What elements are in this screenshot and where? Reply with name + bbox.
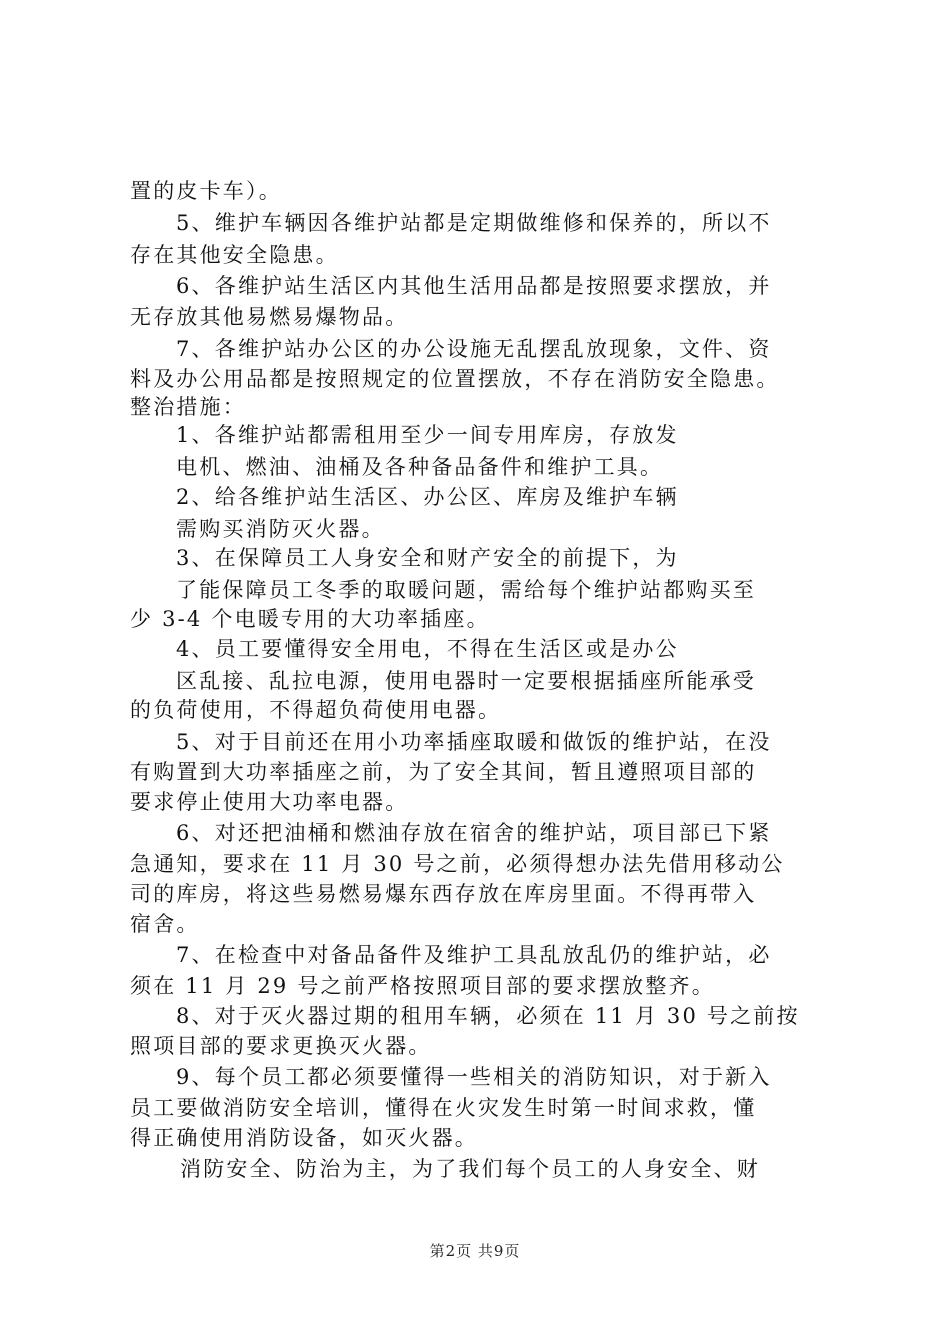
text-line: 要求停止使用大功率电器。 bbox=[130, 790, 409, 814]
text-line: 料及办公用品都是按照规定的位置摆放，不存在消防安全隐患。 bbox=[130, 367, 780, 391]
text-line: 电机、燃油、油桶及各种备品备件和维护工具。 bbox=[176, 455, 664, 479]
text-line: 3、在保障员工人身安全和财产安全的前提下，为 bbox=[176, 546, 679, 570]
text-line: 6、各维护站生活区内其他生活用品都是按照要求摆放，并 bbox=[176, 274, 772, 298]
text-line: 消防安全、防治为主，为了我们每个员工的人身安全、财 bbox=[180, 1157, 760, 1181]
text-line: 宿舍。 bbox=[130, 912, 200, 936]
text-line: 5、维护车辆因各维护站都是定期做维修和保养的，所以不 bbox=[176, 211, 772, 235]
text-line: 置的皮卡车）。 bbox=[130, 179, 282, 203]
text-line: 2、给各维护站生活区、办公区、库房及维护车辆 bbox=[176, 485, 679, 509]
text-line: 7、各维护站办公区的办公设施无乱摆乱放现象，文件、资 bbox=[176, 337, 772, 361]
text-line: 照项目部的要求更换灭火器。 bbox=[130, 1034, 432, 1058]
text-line: 少 3-4 个电暖专用的大功率插座。 bbox=[130, 607, 490, 631]
text-line: 1、各维护站都需租用至少一间专用库房，存放发 bbox=[176, 423, 679, 447]
text-line: 5、对于目前还在用小功率插座取暖和做饭的维护站，在没 bbox=[176, 730, 772, 754]
text-line: 了能保障员工冬季的取暖问题，需给每个维护站都购买至 bbox=[176, 578, 756, 602]
text-line: 急通知，要求在 11 月 30 号之前，必须得想办法先借用移动公 bbox=[130, 852, 785, 876]
text-line: 4、员工要懂得安全用电，不得在生活区或是办公 bbox=[176, 637, 679, 661]
text-line: 8、对于灭火器过期的租用车辆，必须在 11 月 30 号之前按 bbox=[176, 1004, 800, 1028]
text-line: 须在 11 月 29 号之前严格按照项目部的要求摆放整齐。 bbox=[130, 974, 715, 998]
text-line: 7、在检查中对备品备件及维护工具乱放乱仍的维护站，必 bbox=[176, 943, 772, 967]
text-line: 区乱接、乱拉电源，使用电器时一定要根据插座所能承受 bbox=[176, 669, 756, 693]
text-line: 存在其他安全隐患。 bbox=[130, 243, 339, 267]
text-line: 无存放其他易燃易爆物品。 bbox=[130, 305, 409, 329]
page-footer: 第2页 共9页 bbox=[429, 1242, 521, 1260]
text-line: 的负荷使用，不得超负荷使用电器。 bbox=[130, 698, 502, 722]
text-line: 有购置到大功率插座之前，为了安全其间，暂且遵照项目部的 bbox=[130, 760, 757, 784]
text-line: 司的库房，将这些易燃易爆东西存放在库房里面。不得再带入 bbox=[130, 882, 757, 906]
section-heading: 整治措施： bbox=[130, 395, 246, 419]
text-line: 6、对还把油桶和燃油存放在宿舍的维护站，项目部已下紧 bbox=[176, 821, 772, 845]
text-line: 得正确使用消防设备，如灭火器。 bbox=[130, 1126, 478, 1150]
text-line: 员工要做消防安全培训，懂得在火灾发生时第一时间求救，懂 bbox=[130, 1096, 757, 1120]
text-line: 9、每个员工都必须要懂得一些相关的消防知识，对于新入 bbox=[176, 1065, 772, 1089]
text-line: 需购买消防灭火器。 bbox=[176, 517, 385, 541]
